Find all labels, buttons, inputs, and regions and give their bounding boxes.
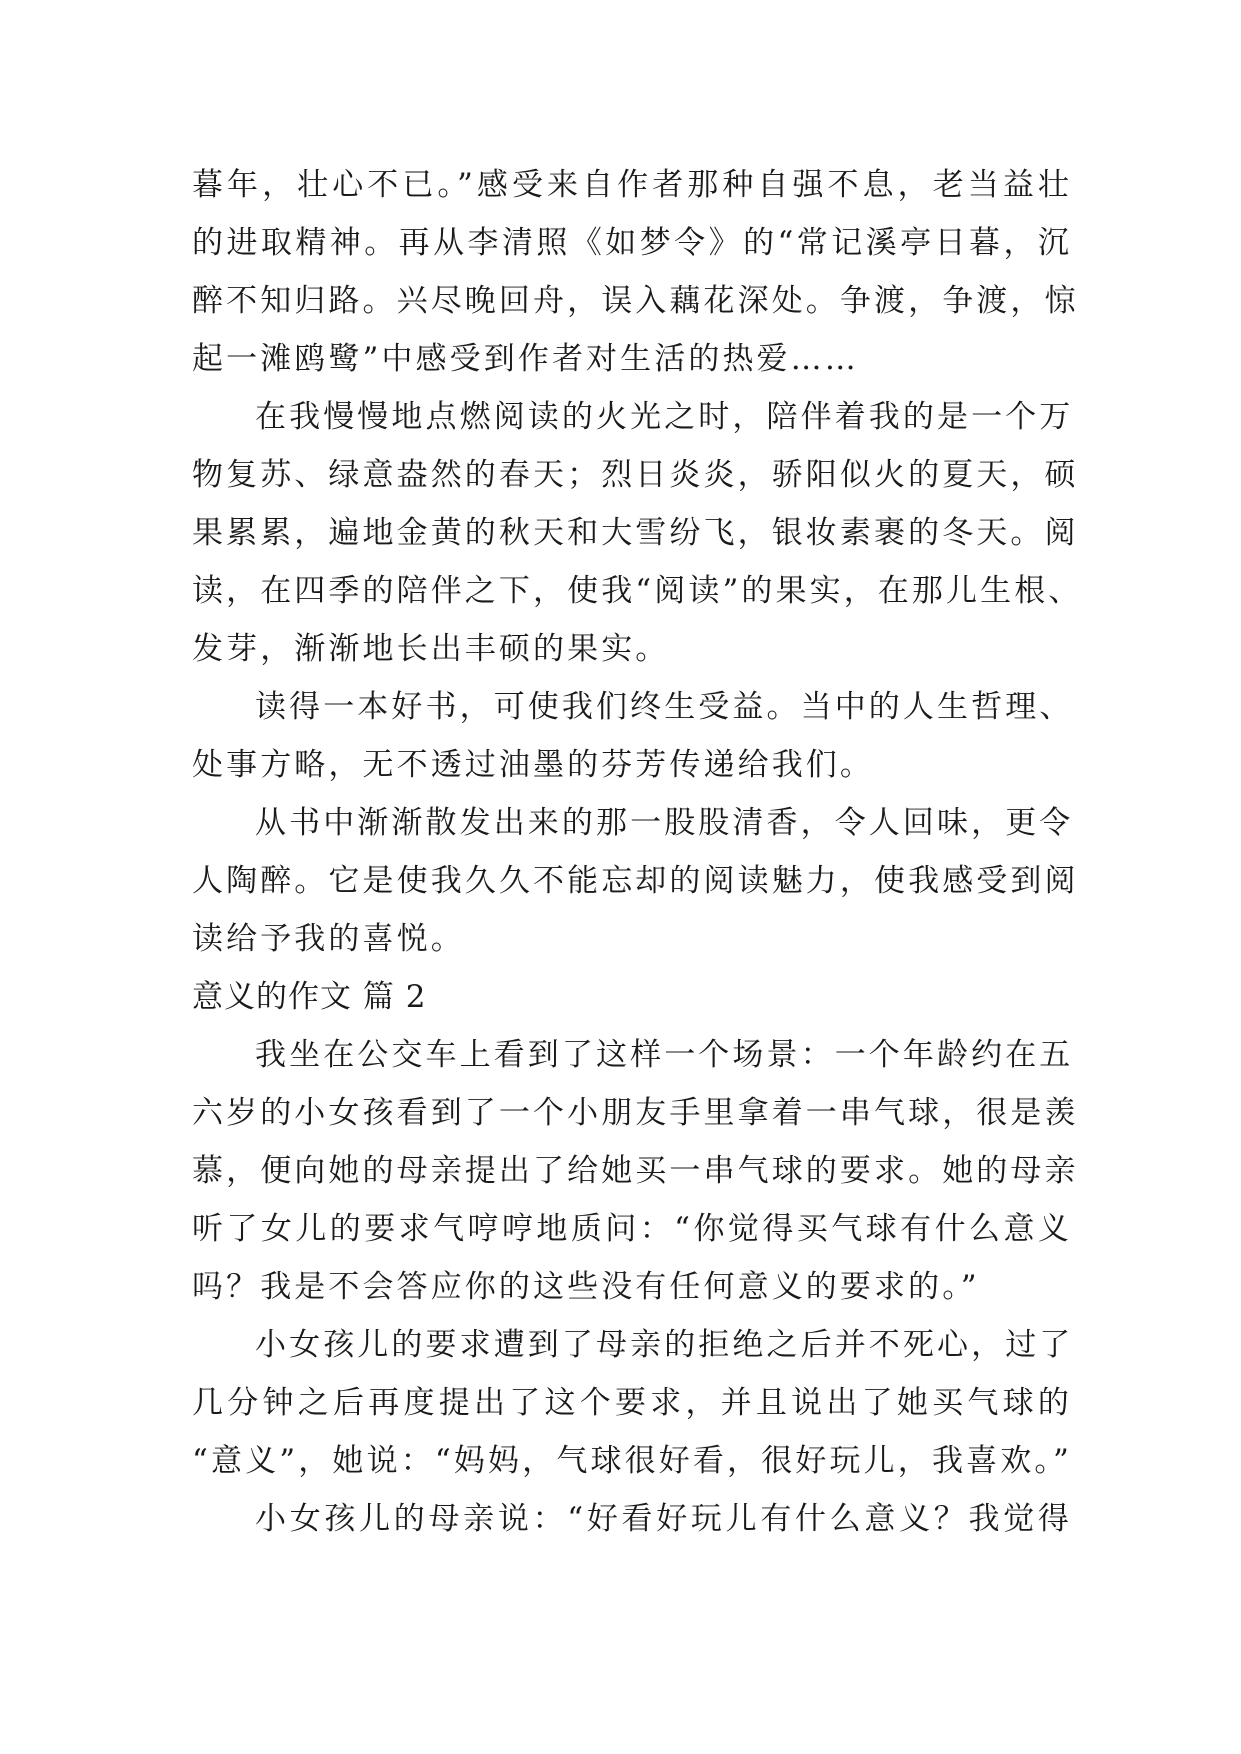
text-line: “意义”，她说：“妈妈，气球很好看，很好玩儿，我喜欢。” xyxy=(192,1443,1072,1479)
text-line: 的进取精神。再从李清照《如梦令》的“常记溪亭日暮，沉 xyxy=(192,225,1072,261)
text-line: 物复苏、绿意盎然的春天；烈日炎炎，骄阳似火的夏天，硕 xyxy=(192,457,1079,493)
text-line: 六岁的小女孩看到了一个小朋友手里拿着一串气球，很是羡 xyxy=(192,1095,1079,1131)
text-line: 人陶醉。它是使我久久不能忘却的阅读魅力，使我感受到阅 xyxy=(192,863,1079,899)
text-line: 读，在四季的陪伴之下，使我“阅读”的果实，在那儿生根、 xyxy=(192,573,1083,609)
text-line: 几分钟之后再度提出了这个要求，并且说出了她买气球的 xyxy=(192,1385,1072,1421)
text-line: 吗？我是不会答应你的这些没有任何意义的要求的。” xyxy=(192,1269,980,1305)
text-line: 慕，便向她的母亲提出了给她买一串气球的要求。她的母亲 xyxy=(192,1153,1079,1189)
text-line: 听了女儿的要求气哼哼地质问：“你觉得买气球有什么意义 xyxy=(192,1211,1072,1247)
paragraph-first-line: 小女孩儿的母亲说：“好看好玩儿有什么意义？我觉得 xyxy=(255,1501,1072,1537)
paragraph-first-line: 我坐在公交车上看到了这样一个场景：一个年龄约在五 xyxy=(255,1037,1074,1073)
text-line: 处事方略，无不透过油墨的芬芳传递给我们。 xyxy=(192,747,874,783)
text-line: 暮年，壮心不已。”感受来自作者那种自强不息，老当益壮 xyxy=(192,167,1072,203)
text-line: 醉不知归路。兴尽晚回舟，误入藕花深处。争渡，争渡，惊 xyxy=(192,283,1079,319)
paragraph-first-line: 在我慢慢地点燃阅读的火光之时，陪伴着我的是一个万 xyxy=(255,399,1074,435)
text-line: 发芽，渐渐地长出丰硕的果实。 xyxy=(192,631,670,667)
text-line: 读给予我的喜悦。 xyxy=(192,921,465,957)
paragraph-first-line: 小女孩儿的要求遭到了母亲的拒绝之后并不死心，过了 xyxy=(255,1327,1074,1363)
text-line: 起一滩鸥鹭”中感受到作者对生活的热爱…… xyxy=(192,341,859,377)
text-line: 果累累，遍地金黄的秋天和大雪纷飞，银妆素裹的冬天。阅 xyxy=(192,515,1079,551)
paragraph-first-line: 读得一本好书，可使我们终生受益。当中的人生哲理、 xyxy=(255,689,1074,725)
section-heading: 意义的作文 篇 2 xyxy=(192,979,427,1015)
paragraph-first-line: 从书中渐渐散发出来的那一股股清香，令人回味，更令 xyxy=(255,805,1074,841)
